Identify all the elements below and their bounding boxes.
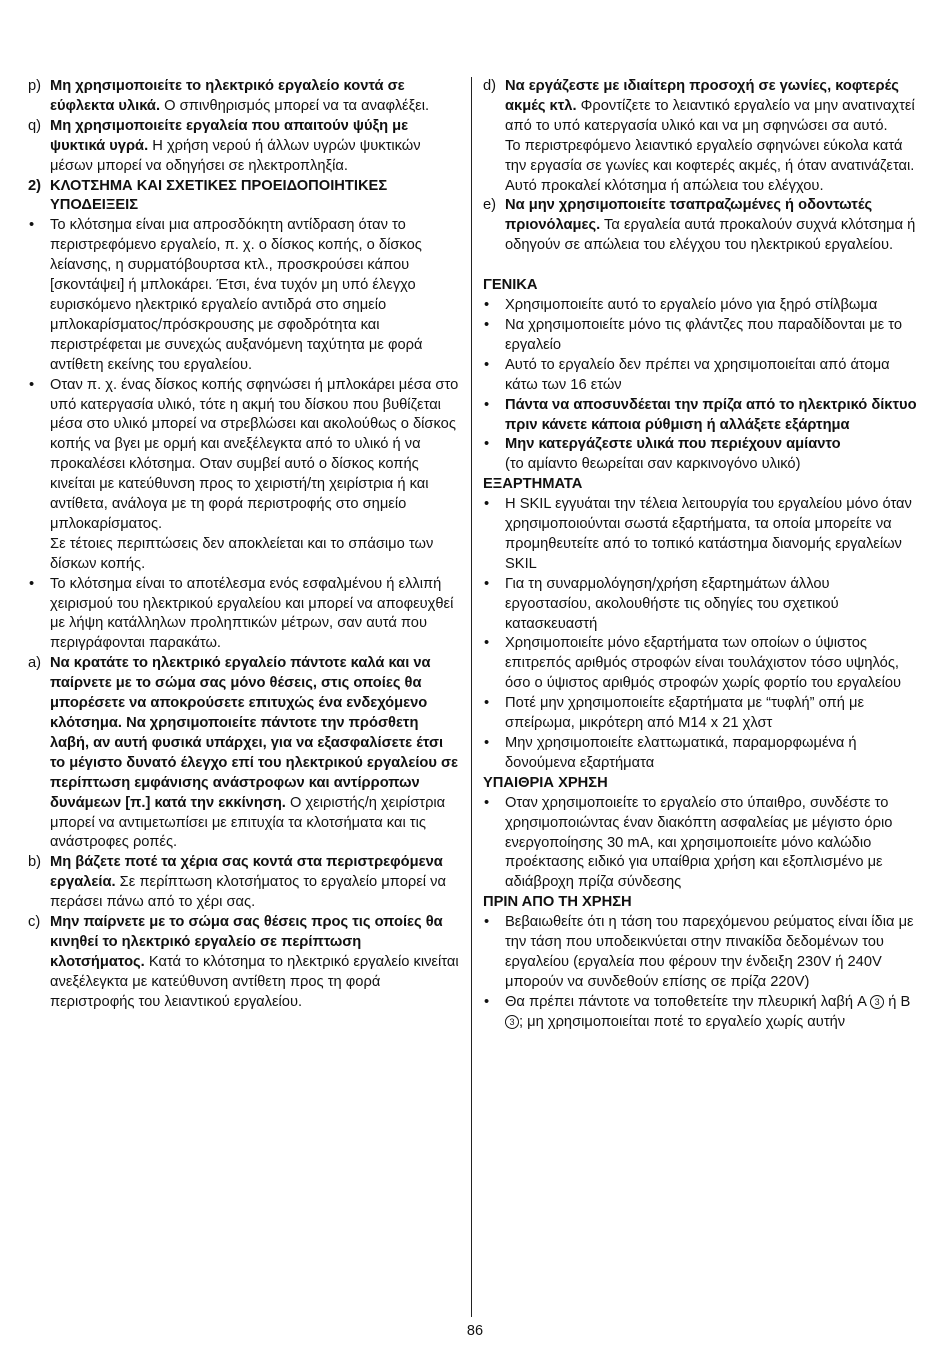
section-title: ΚΛΟΤΣΗΜΑ ΚΑΙ ΣΧΕΤΙΚΕΣ ΠΡΟΕΙΔΟΠΟΙΗΤΙΚΕΣ ΥΠΟΔΕΙΞΕΙΣ — [50, 177, 388, 214]
bullet-text: Για τη συναρμολόγηση/χρήση εξαρτημάτων άλλου εργοστασίου, ακολουθήστε τις οδηγίες του σχετικού κατασκευαστή — [505, 575, 839, 632]
item-marker: a) — [28, 655, 42, 672]
bullet-icon: • — [484, 735, 490, 751]
bullet-item — [483, 575, 919, 635]
column-divider — [471, 77, 472, 1317]
item-b — [28, 853, 460, 913]
bullet-item — [483, 316, 919, 356]
item-text: Τα εργαλεία αυτά προκαλούν συχνά κλότσημα ή οδηγούν σε απώλεια του ελέγχου του ηλεκτρικού εργαλείου. — [505, 217, 916, 254]
bullet-item — [483, 694, 919, 734]
item-d — [483, 77, 919, 196]
section-heading-outdoor: ΥΠΑΙΘΡΙΑ ΧΡΗΣΗ — [483, 774, 608, 791]
bullet-icon: • — [484, 993, 490, 1010]
circled-number-icon: 3 — [505, 1015, 519, 1029]
item-text: Η χρήση νερού ή άλλων υγρών ψυκτικών μέσων μπορεί να οδηγήσει σε ηλεκτροπληξία. — [50, 137, 421, 174]
item-q — [28, 117, 460, 177]
bullet-item — [483, 634, 919, 694]
bullet-item — [483, 734, 919, 774]
item-marker: d) — [483, 78, 497, 94]
right-column — [483, 77, 919, 1033]
bullet-item — [483, 794, 919, 894]
bullet-text: Ποτέ μην χρησιμοποιείτε εξαρτήματα με “τυφλή” οπή με σπείρωμα, μικρότερη από M14 x 21 χλστ — [505, 695, 864, 732]
spacer — [483, 256, 919, 276]
bullet-item — [28, 216, 460, 375]
bullet-icon: • — [484, 436, 490, 453]
item-text: Το περιστρεφόμενο λειαντικό εργαλείο σφηνώνει εύκολα κατά την εργασία σε γωνίες και κοφτερές ακμές, ή όταν ανατινάζεται. Αυτό προκαλεί κλότσημα ή απώλεια του ελέγχου. — [505, 137, 915, 194]
bullet-icon: • — [29, 217, 35, 234]
item-text: Φροντίζετε το λειαντικό εργαλείο να μην ανατιναχτεί από το υπό κατεργασία υλικό και να μη σφηνώσει σα αυτό. — [505, 97, 915, 134]
item-bold-text: Να μην χρησιμοποιείτε τσαπραζωμένες ή οδοντωτές πριονόλαμες. — [505, 197, 873, 234]
bullet-text: Το κλότσημα είναι μια απροσδόκητη αντίδραση όταν το περιστρεφόμενο εργαλείο, π. χ. ο δίσκος κοπής, ο δίσκος λείανσης, η συρματόβουρτσα κτλ., προσκρούσει κάπου [σκοντάψει] ή μπλοκάρει. Έτσι, ένα τυχόν μη υπό έλεγχο ευρισκόμενο ηλεκτρικό εργαλείο αντιδρά στο σημείο μπλοκαρίσματος/πρόσκρουσης με σφοδρότητα και περιστρέφεται με συνεχώς αυξανόμενη ταχύτητα με φορά αντίθετη εκείνης του εργαλείου. — [50, 217, 423, 373]
bullet-text: Η SKIL εγγυάται την τέλεια λειτουργία του εργαλείου μόνο όταν χρησιμοποιούνται σωστά εξαρτήματα, τα οποία μπορείτε να προμηθευτείτε από το τοπικό κατάστημα διανομής εργαλείων SKIL — [505, 496, 912, 572]
item-bold-text: Μη χρησιμοποιείτε εργαλεία που απαιτούν ψύξη με ψυκτικά υγρά. — [50, 117, 409, 154]
page-number: 86 — [466, 1323, 484, 1339]
bullet-icon: • — [484, 316, 490, 333]
item-c — [28, 913, 460, 1013]
bullet-item — [483, 296, 919, 316]
bullet-item — [483, 993, 919, 1033]
left-column — [28, 77, 460, 1013]
bullet-text: Σε τέτοιες περιπτώσεις δεν αποκλείεται και το σπάσιμο των δίσκων κοπής. — [50, 535, 434, 572]
section-number: 2) — [28, 177, 42, 194]
bullet-text: Να χρησιμοποιείτε μόνο τις φλάντζες που παραδίδονται με το εργαλείο — [505, 316, 903, 353]
item-bold-text: Μην παίρνετε με το σώμα σας θέσεις προς τις οποίες θα κινηθεί το ηλεκτρικό εργαλείο σε περίπτωση κλοτσήματος. — [50, 914, 443, 970]
item-a — [28, 654, 460, 853]
item-text: Κατά το κλότσημα το ηλεκτρικό εργαλείο κινείται ανεξέλεγκτα με κατεύθυνση αντίθετη προς τη φορά περιστροφής του λειαντικού εργαλείου. — [50, 953, 459, 1010]
item-text: Σε περίπτωση κλοτσήματος το εργαλείο μπορεί να περάσει πάνω από το χέρι σας. — [50, 874, 446, 911]
section-heading-accessories: ΕΞΑΡΤΗΜΑΤΑ — [483, 476, 583, 493]
bullet-item — [483, 495, 919, 575]
bullet-item — [483, 913, 919, 993]
bullet-text: Βεβαιωθείτε ότι η τάση του παρεχόμενου ρεύματος είναι ίδια με την τάση που υποδεικνύεται στην πινακίδα δεδομένων του εργαλείου (εργαλεία που φέρουν την ένδειξη 230V ή 240V μπορούν να συνδεθούν επίσης σε πρίζα 220V) — [505, 914, 914, 990]
item-e — [483, 196, 919, 256]
bullet-item — [28, 575, 460, 655]
item-marker: b) — [28, 854, 42, 871]
bullet-icon: • — [484, 396, 490, 413]
bullet-icon: • — [29, 376, 35, 393]
bullet-icon: • — [484, 794, 490, 811]
bullet-text: Χρησιμοποιείτε μόνο εξαρτήματα των οποίων ο ύψιστος επιτρεπός αριθμός στροφών είναι τουλάχιστον τόσο υψηλός, όσο ο ύψιστος αριθμός στροφών χωρίς φορτίο του εργαλείου — [505, 635, 902, 692]
bullet-text: Το κλότσημα είναι το αποτέλεσμα ενός εσφαλμένου ή ελλιπή χειρισμού του ηλεκτρικού εργαλείου και μπορεί να αποφευχθεί με λήψη κατάλληλων προληπτικών μέτρων, σαν αυτά που περιγράφονται παρακάτω. — [50, 575, 454, 652]
item-text: Ο χειριστής/η χειρίστρια μπορεί να αντιμετωπίσει με επιτυχία τα κλοτσήματα και τις ανάστροφες ροπές. — [50, 794, 446, 851]
bullet-text: ή B — [884, 993, 911, 1010]
section-heading-kickback — [28, 177, 460, 217]
bullet-icon: • — [484, 575, 490, 592]
bullet-icon: • — [484, 297, 490, 314]
item-marker: c) — [28, 914, 41, 931]
bullet-text: Μην χρησιμοποιείτε ελαττωματικά, παραμορφωμένα ή δονούμενα εξαρτήματα — [505, 735, 857, 771]
bullet-text: Θα πρέπει πάντοτε να τοποθετείτε την πλευρική λαβή A — [505, 993, 871, 1010]
item-bold-text: Να κρατάτε το ηλεκτρικό εργαλείο πάντοτε καλά και να παίρνετε με το σώμα σας μόνο θέσεις, στις οποίες θα μπορέσετε να αποκρούσετε επιτυχώς ένα ενδεχόμενο κλότσημα. Να χρησιμοποιείτε πάντοτε την πρόσθετη λαβή, αν αυτή φυσικά υπάρχει, για να εξασφαλίσετε έτσι το μέγιστο δυνατό έλεγχο επί του ηλεκτρικού εργαλείου σε περίπτωση εμφάνισης ανάστροφων και αντίρροπων δυνάμεων [π.] κατά την εκκίνηση. — [50, 655, 459, 811]
bullet-item — [483, 435, 919, 475]
item-bold-text: Μη χρησιμοποιείτε το ηλεκτρικό εργαλείο κοντά σε εύφλεκτα υλικά. — [50, 78, 405, 114]
bullet-text: Αυτό το εργαλείο δεν πρέπει να χρησιμοποιείται από άτομα κάτω των 16 ετών — [505, 356, 890, 393]
bullet-bold-text: Πάντα να αποσυνδέεται την πρίζα από το ηλεκτρικό δίκτυο πριν κάνετε κάποια ρύθμιση ή αλλάξετε εξάρτημα — [505, 396, 917, 433]
bullet-icon: • — [484, 635, 490, 652]
bullet-item — [28, 376, 460, 575]
bullet-icon: • — [484, 356, 490, 373]
item-p — [28, 77, 460, 117]
bullet-text: (το αμίαντο θεωρείται σαν καρκινογόνο υλικό) — [505, 456, 801, 473]
item-bold-text: Μη βάζετε ποτέ τα χέρια σας κοντά στα περιστρεφόμενα εργαλεία. — [50, 854, 443, 891]
bullet-text: Οταν π. χ. ένας δίσκος κοπής σφηνώσει ή μπλοκάρει μέσα στο υπό κατεργασία υλικό, τότε η ακμή του δίσκου που βυθίζεται μέσα στο υλικό μπορεί να στρεβλώσει και ακολούθως ο δίσκος κοπής να βγει με ορμή και ανεξέλεγκτα από το υλικό ή να προκαλέσει κλότσημα. Οταν συμβεί αυτό ο δίσκος κοπής κινείται με κατεύθυνση προς το χειριστή/τη χειρίστρια ή και αντίθετα, ανάλογα με τη φορά περιστροφής στο σημείο μπλοκαρίσματος. — [50, 376, 459, 532]
circled-number-icon: 3 — [870, 995, 884, 1009]
bullet-bold-text: Μην κατεργάζεστε υλικά που περιέχουν αμίαντο — [505, 436, 841, 453]
item-marker: q) — [28, 117, 42, 134]
item-marker: p) — [28, 78, 42, 94]
bullet-icon: • — [29, 575, 35, 592]
bullet-text: ; μη χρησιμοποιείται ποτέ το εργαλείο χωρίς αυτήν — [519, 1013, 846, 1030]
bullet-item — [483, 356, 919, 396]
bullet-item — [483, 396, 919, 436]
item-bold-text: Να εργάζεστε με ιδιαίτερη προσοχή σε γωνίες, κοφτερές ακμές κτλ. — [505, 78, 899, 114]
section-heading-general: ΓΕΝΙΚΑ — [483, 277, 538, 294]
bullet-icon: • — [484, 695, 490, 712]
section-heading-before-use: ΠΡΙΝ ΑΠΟ ΤΗ ΧΡΗΣΗ — [483, 894, 632, 911]
bullet-text: Χρησιμοποιείτε αυτό το εργαλείο μόνο για ξηρό στίλβωμα — [505, 297, 878, 314]
item-marker: e) — [483, 197, 497, 214]
bullet-icon: • — [484, 914, 490, 931]
bullet-text: Οταν χρησιμοποιείτε το εργαλείο στο ύπαιθρο, συνδέστε το χρησιμοποιώντας έναν διακόπτη ασφαλείας με μέγιστο όριο ενεργοποίησης 30 mA, και χρησιμοποιείτε μόνο καλώδιο προέκτασης ειδικό για υπαίθρια χρήση και εξοπλισμένο με αδιάβροχη πρίζα σύνδεσης — [505, 794, 893, 891]
bullet-icon: • — [484, 496, 490, 513]
item-text: Ο σπινθηρισμός μπορεί να τα αναφλέξει. — [160, 97, 430, 114]
